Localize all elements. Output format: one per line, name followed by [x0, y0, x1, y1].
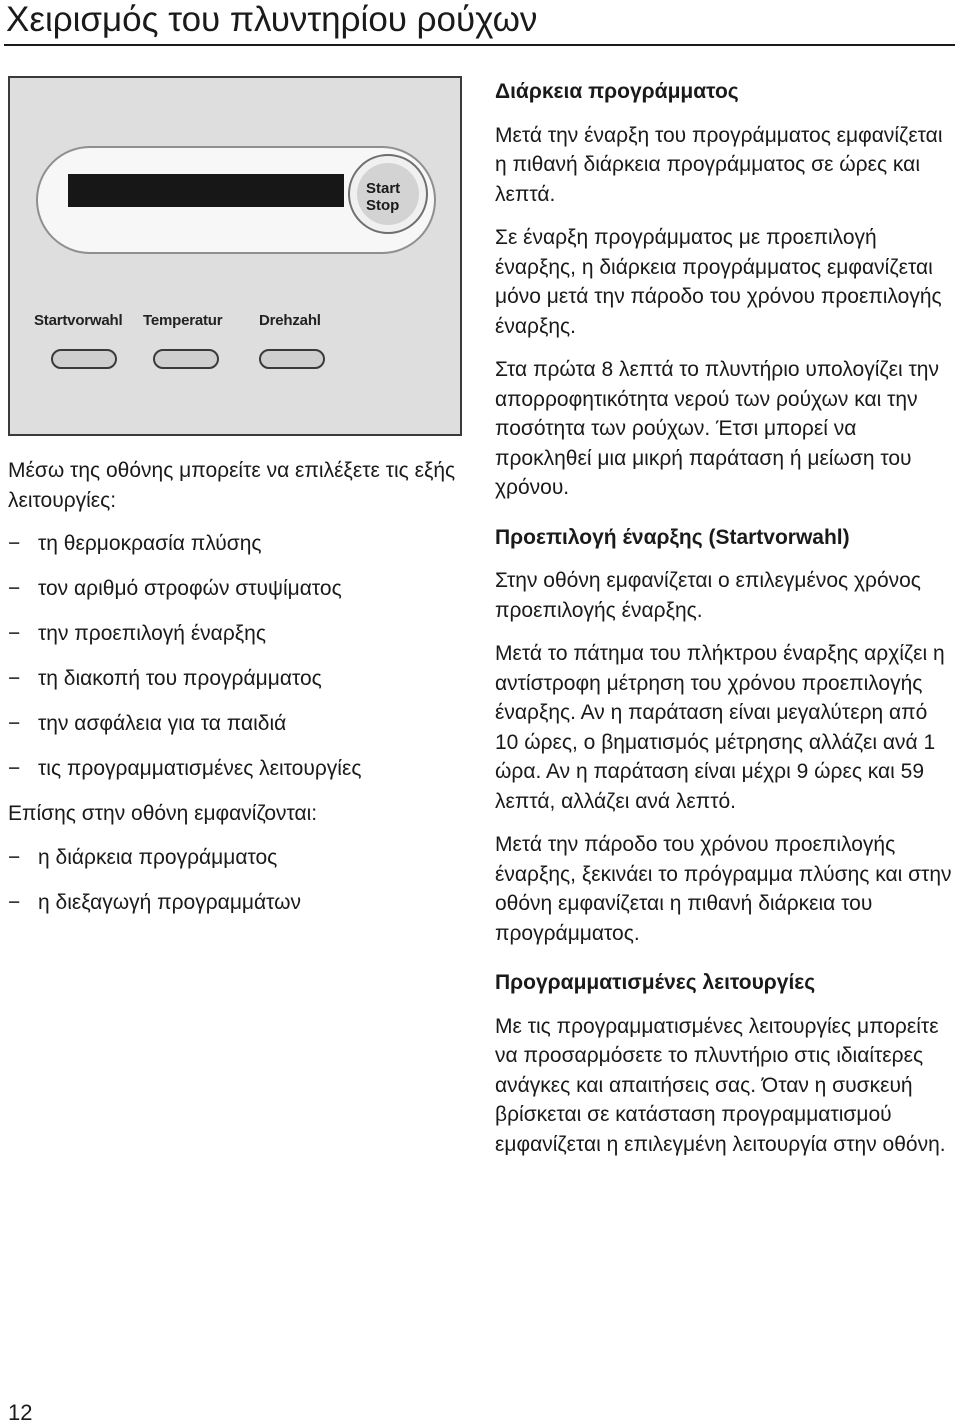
list-item [8, 619, 478, 649]
list-item [8, 574, 478, 604]
paragraph: Στα πρώτα 8 λεπτά το πλυντήριο υπολογίζει την απορροφητικότητα νερού των ρούχων και την ποσότητα των ρούχων. Έτσι μπορεί να προκληθεί μια μικρή παράταση ή μείωση του χρόνου. [495, 358, 939, 499]
list-item-text: η διάρκεια προγράμματος [38, 845, 278, 869]
page-number: 12 [8, 1400, 33, 1425]
functions-intro: Μέσω της οθόνης μπορείτε να επιλέξετε τις εξής λειτουργίες: [8, 459, 456, 512]
section-heading-delay-start: Προεπιλογή έναρξης (Startvorwahl) [495, 525, 850, 549]
section-heading-programmed-functions: Προγραμματισμένες λειτουργίες [495, 971, 816, 994]
drehzahl-button [259, 349, 325, 369]
paragraph: Μετά το πάτημα του πλήκτρου έναρξης αρχίζει η αντίστροφη μέτρηση του χρόνου προεπιλογής έναρξης. Αν η παράταση είναι μεγαλύτερη από 10 ώρες, ο βηματισμός μέτρησης αλλάζει ανά 1 ώρα. Αν η παράταση είναι μέχρι 9 ώρες και 59 λεπτά, αλλάζει ανά λεπτό. [495, 642, 945, 813]
list-item [8, 888, 478, 918]
startvorwahl-button [51, 349, 117, 369]
paragraph: Με τις προγραμματισμένες λειτουργίες μπορείτε να προσαρμόσετε το πλυντήριο στις ιδιαίτερες ανάγκες και απαιτήσεις σας. Όταν η συσκευή βρίσκεται σε κατάσταση προγραμματισμού εμφανίζεται η επιλεγμένη λειτουργία στην οθόνη. [495, 1014, 946, 1156]
startvorwahl-label: Startvorwahl [34, 312, 123, 329]
list-item-text: η διεξαγωγή προγραμμάτων [38, 890, 302, 914]
dash-bullet: − [8, 845, 21, 869]
title-divider [4, 44, 955, 46]
dash-bullet: − [8, 757, 21, 780]
list-item-text: τις προγραμματισμένες λειτουργίες [38, 757, 362, 780]
dash-bullet: − [8, 622, 21, 645]
display-area [36, 146, 436, 254]
lcd-display [68, 174, 344, 207]
list-item [8, 843, 478, 873]
drehzahl-label: Drehzahl [259, 312, 321, 329]
dash-bullet: − [8, 667, 21, 690]
list-item [8, 529, 478, 559]
paragraph: Μετά την πάροδο του χρόνου προεπιλογής έναρξης, ξεκινάει το πρόγραμμα πλύσης και στην οθόνη εμφανίζεται η πιθανή διάρκεια του προγράμματος. [495, 833, 952, 945]
section-heading-duration: Διάρκεια προγράμματος [495, 80, 739, 103]
list-item-text: την ασφάλεια για τα παιδιά [38, 712, 287, 735]
start-stop-button [348, 154, 428, 234]
paragraph: Μετά την έναρξη του προγράμματος εμφανίζεται η πιθανή διάρκεια προγράμματος σε ώρες και λεπτά. [495, 123, 943, 206]
right-column [495, 77, 955, 1173]
dash-bullet: − [8, 577, 21, 600]
page-title: Χειρισμός του πλυντηρίου ρούχων [6, 0, 538, 39]
list-item [8, 664, 478, 694]
list-item-text: την προεπιλογή έναρξης [38, 622, 266, 645]
also-shown-label: Επίσης στην οθόνη εμφανίζονται: [8, 802, 318, 825]
start-label: Start [366, 180, 401, 197]
dash-bullet: − [8, 890, 21, 914]
list-item-text: τη διακοπή του προγράμματος [38, 667, 322, 690]
left-column [8, 456, 478, 933]
list-item-text: τον αριθμό στροφών στυψίματος [38, 577, 342, 600]
paragraph: Σε έναρξη προγράμματος με προεπιλογή έναρξης, η διάρκεια προγράμματος εμφανίζεται μόνο μετά την πάροδο του χρόνου προεπιλογής έναρξης. [495, 226, 942, 338]
list-item [8, 754, 478, 784]
list-item [8, 709, 478, 739]
dash-bullet: − [8, 712, 21, 735]
list-item-text: τη θερμοκρασία πλύσης [38, 532, 262, 555]
temperatur-button [153, 349, 219, 369]
temperatur-label: Temperatur [143, 312, 223, 329]
control-panel-illustration [8, 76, 462, 436]
paragraph: Στην οθόνη εμφανίζεται ο επιλεγμένος χρόνος προεπιλογής έναρξης. [495, 569, 921, 622]
dash-bullet: − [8, 532, 21, 555]
stop-label: Stop [366, 197, 400, 214]
